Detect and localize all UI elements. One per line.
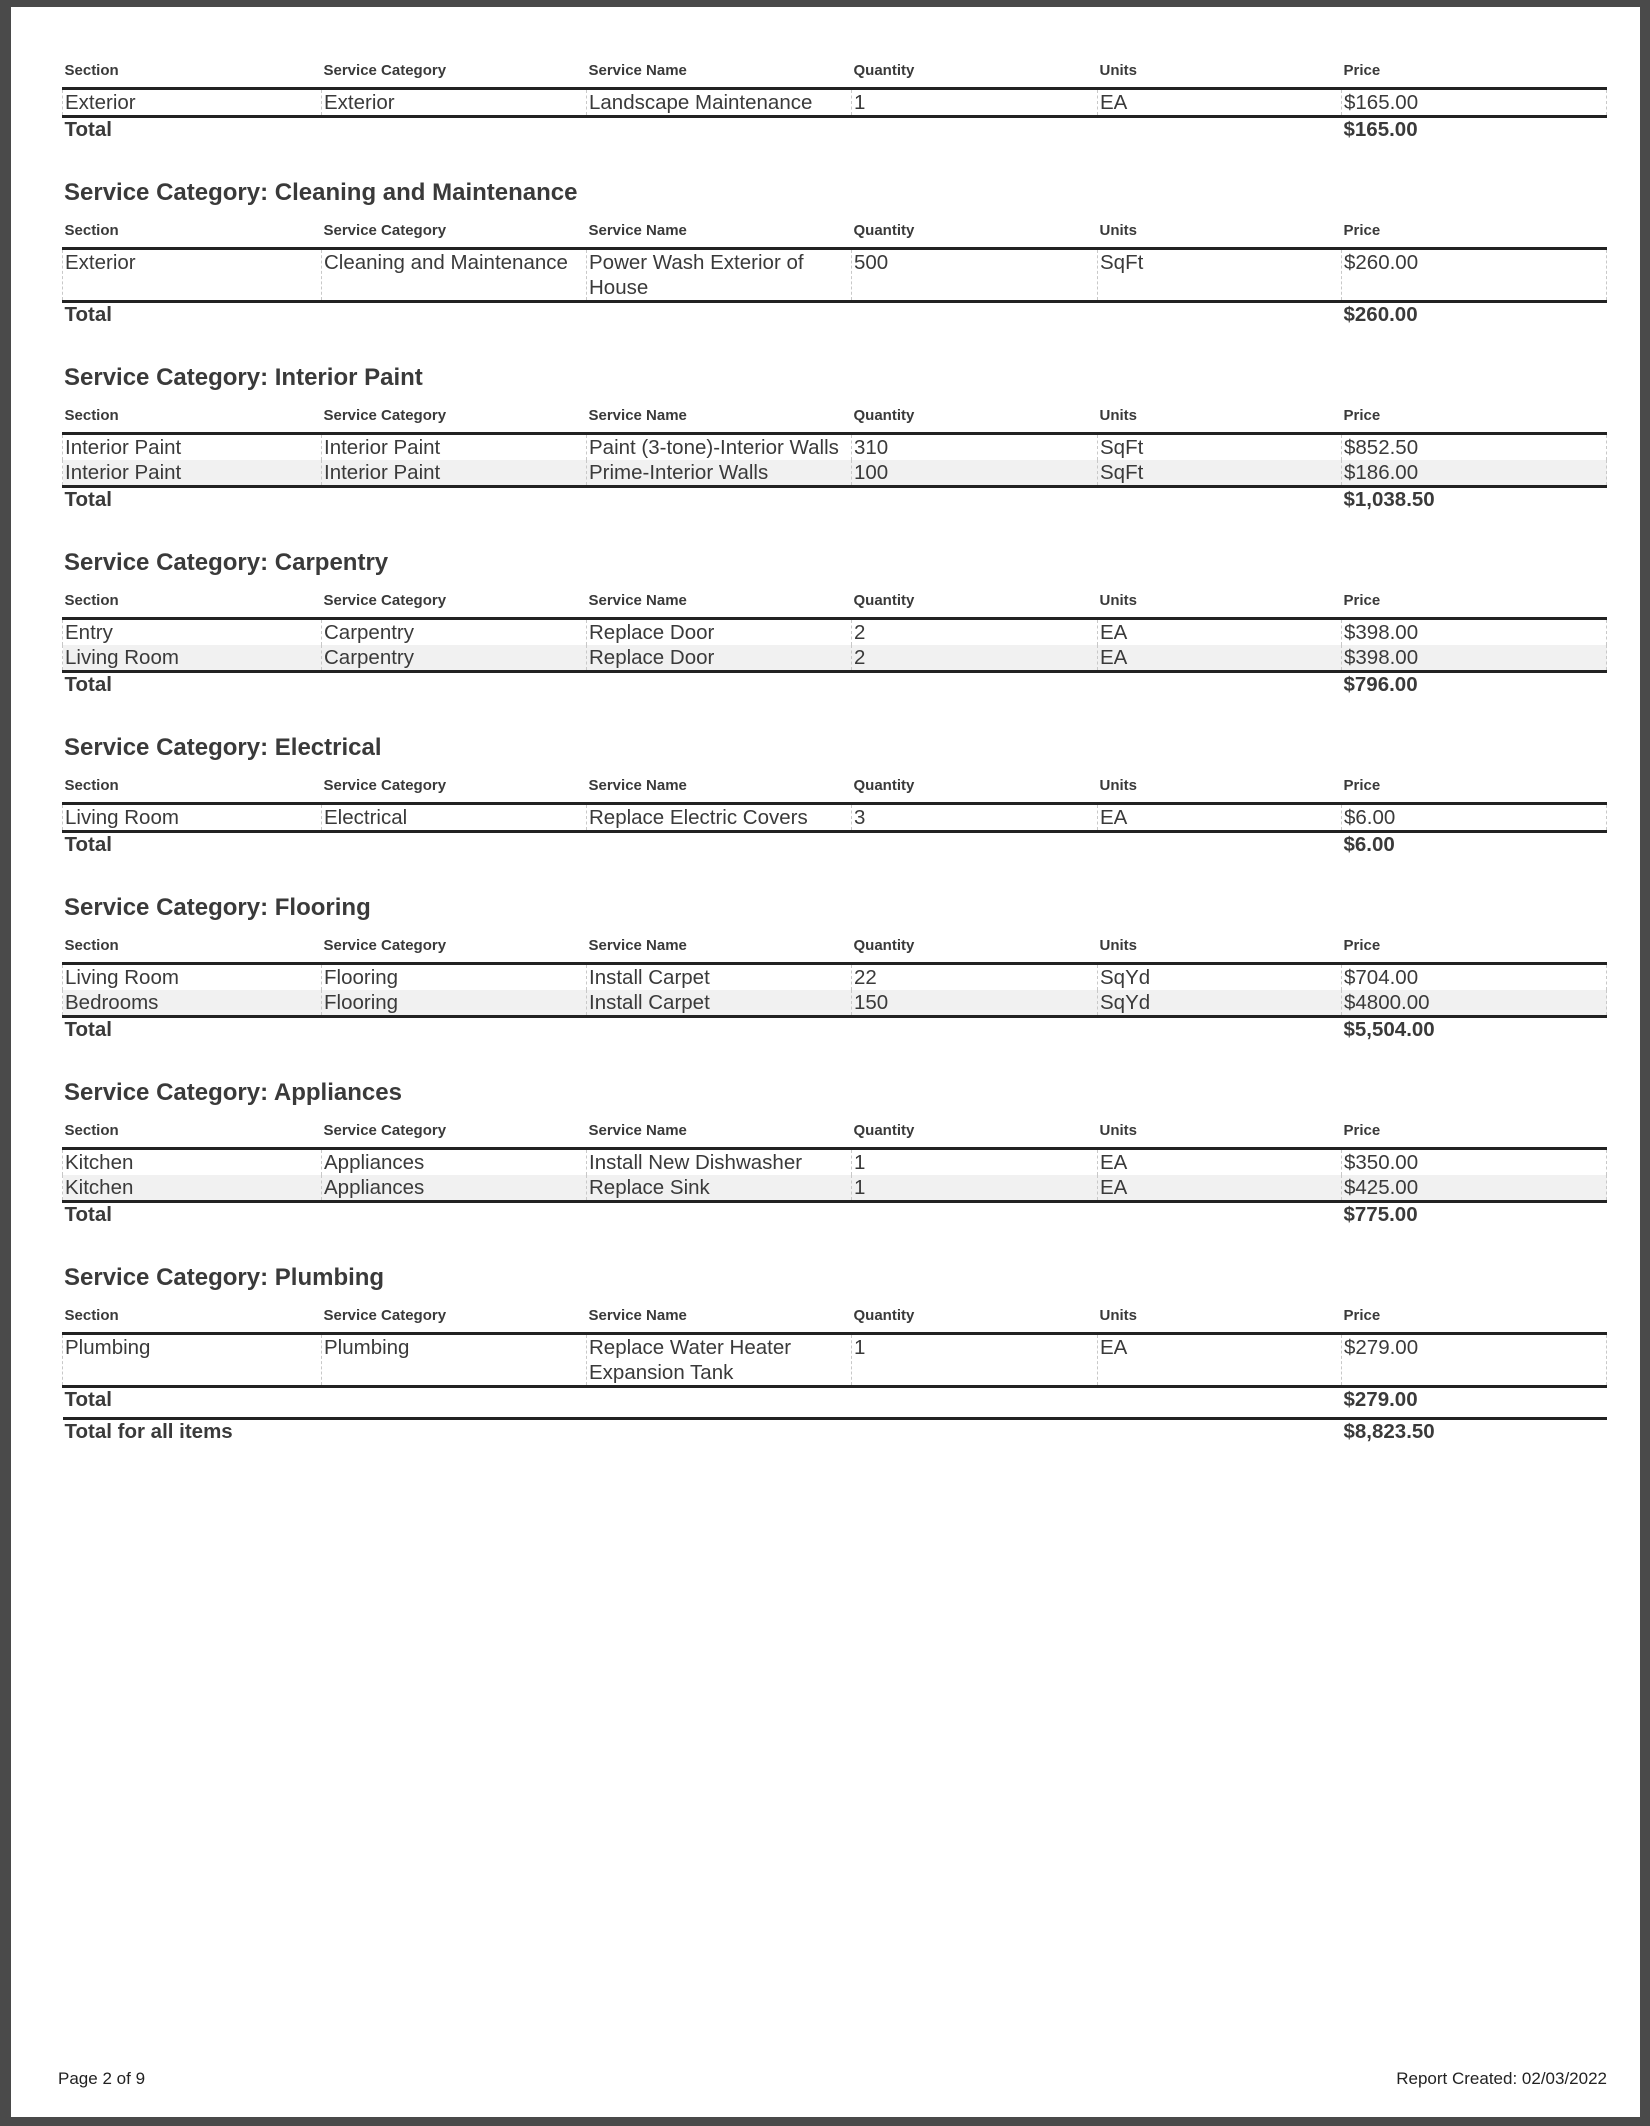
total-value: $165.00 — [1343, 118, 1418, 141]
service-category-group — [62, 1073, 1606, 1232]
total-label: Total — [64, 488, 112, 511]
column-header-units: Units — [1098, 398, 1342, 434]
column-header-name: Service Name — [587, 583, 852, 619]
column-header-name: Service Name — [587, 768, 852, 804]
cell-units: SqFt — [1098, 460, 1342, 487]
total-row — [63, 832, 1607, 863]
total-value: $1,038.50 — [1343, 488, 1435, 511]
cell-quantity: 1 — [852, 1334, 1098, 1387]
service-category-group — [62, 543, 1606, 702]
service-category-title: Service Category: Appliances — [64, 1079, 402, 1106]
report-created-date: Report Created: 02/03/2022 — [1396, 2069, 1607, 2088]
cell-quantity: 500 — [852, 249, 1098, 302]
column-header-name: Service Name — [587, 53, 852, 89]
column-header-quantity: Quantity — [852, 583, 1098, 619]
total-label: Total — [64, 673, 112, 696]
cell-price: $4800.00 — [1342, 990, 1607, 1017]
cell-category: Exterior — [322, 89, 587, 117]
table-header-row — [63, 53, 1607, 89]
cell-quantity: 22 — [852, 964, 1098, 991]
service-category-title: Service Category: Plumbing — [64, 1264, 385, 1291]
table-header-row — [63, 213, 1607, 249]
cell-category: Electrical — [322, 804, 587, 832]
column-header-units: Units — [1098, 53, 1342, 89]
service-table — [62, 398, 1607, 517]
column-header-name: Service Name — [587, 1298, 852, 1334]
service-category-group — [62, 1258, 1606, 1449]
column-header-units: Units — [1098, 1113, 1342, 1149]
cell-price: $279.00 — [1342, 1334, 1607, 1387]
cell-units: EA — [1098, 1175, 1342, 1202]
column-header-name: Service Name — [587, 1113, 852, 1149]
total-label: Total — [64, 1018, 112, 1041]
cell-quantity: 150 — [852, 990, 1098, 1017]
total-value: $796.00 — [1343, 673, 1418, 696]
cell-quantity: 100 — [852, 460, 1098, 487]
cell-name: Paint (3-tone)-Interior Walls — [587, 434, 852, 461]
column-header-quantity: Quantity — [852, 53, 1098, 89]
column-header-category: Service Category — [322, 583, 587, 619]
column-header-category: Service Category — [322, 1113, 587, 1149]
column-header-category: Service Category — [322, 398, 587, 434]
page-of: of — [116, 2069, 131, 2088]
cell-section: Exterior — [63, 249, 322, 302]
total-row — [63, 1202, 1607, 1233]
cell-section: Interior Paint — [63, 460, 322, 487]
service-category-group — [62, 888, 1606, 1047]
cell-category: Carpentry — [322, 619, 587, 646]
table-row — [63, 1334, 1607, 1387]
column-header-category: Service Category — [322, 928, 587, 964]
column-header-price: Price — [1342, 398, 1607, 434]
cell-units: EA — [1098, 89, 1342, 117]
table-header-row — [63, 1113, 1607, 1149]
cell-name: Replace Water Heater Expansion Tank — [587, 1334, 852, 1387]
column-header-category: Service Category — [322, 768, 587, 804]
cell-name: Replace Sink — [587, 1175, 852, 1202]
table-row — [63, 645, 1607, 672]
column-header-section: Section — [63, 768, 322, 804]
total-value: $6.00 — [1343, 833, 1395, 856]
total-value: $260.00 — [1343, 303, 1418, 326]
service-category-group — [62, 173, 1606, 332]
cell-section: Plumbing — [63, 1334, 322, 1387]
column-header-units: Units — [1098, 1298, 1342, 1334]
total-row — [63, 1387, 1607, 1419]
cell-name: Install New Dishwasher — [587, 1149, 852, 1176]
cell-quantity: 1 — [852, 1175, 1098, 1202]
cell-quantity: 1 — [852, 1149, 1098, 1176]
column-header-section: Section — [63, 1298, 322, 1334]
table-row — [63, 990, 1607, 1017]
cell-units: SqFt — [1098, 249, 1342, 302]
column-header-section: Section — [63, 53, 322, 89]
column-header-price: Price — [1342, 768, 1607, 804]
total-label: Total — [64, 303, 112, 326]
table-row — [63, 1149, 1607, 1176]
column-header-section: Section — [63, 1113, 322, 1149]
column-header-units: Units — [1098, 213, 1342, 249]
column-header-name: Service Name — [587, 213, 852, 249]
cell-units: EA — [1098, 619, 1342, 646]
cell-price: $6.00 — [1342, 804, 1607, 832]
column-header-section: Section — [63, 398, 322, 434]
cell-category: Cleaning and Maintenance — [322, 249, 587, 302]
cell-price: $704.00 — [1342, 964, 1607, 991]
column-header-units: Units — [1098, 768, 1342, 804]
table-row — [63, 460, 1607, 487]
cell-section: Kitchen — [63, 1149, 322, 1176]
cell-name: Power Wash Exterior of House — [587, 249, 852, 302]
column-header-price: Price — [1342, 213, 1607, 249]
cell-section: Living Room — [63, 804, 322, 832]
cell-section: Bedrooms — [63, 990, 322, 1017]
cell-units: SqYd — [1098, 964, 1342, 991]
cell-units: EA — [1098, 645, 1342, 672]
cell-category: Flooring — [322, 964, 587, 991]
grand-total-value: $8,823.50 — [1342, 1419, 1607, 1450]
column-header-quantity: Quantity — [852, 1113, 1098, 1149]
column-header-section: Section — [63, 928, 322, 964]
cell-category: Appliances — [322, 1175, 587, 1202]
cell-quantity: 2 — [852, 645, 1098, 672]
table-header-row — [63, 398, 1607, 434]
cell-section: Interior Paint — [63, 434, 322, 461]
column-header-price: Price — [1342, 1113, 1607, 1149]
cell-section: Living Room — [63, 645, 322, 672]
report-page — [11, 7, 1640, 2117]
cell-section: Living Room — [63, 964, 322, 991]
service-category-group — [62, 728, 1606, 862]
service-category-group — [62, 358, 1606, 517]
column-header-quantity: Quantity — [852, 768, 1098, 804]
cell-price: $165.00 — [1342, 89, 1607, 117]
cell-units: EA — [1098, 804, 1342, 832]
total-label: Total — [64, 833, 112, 856]
service-category-group — [62, 53, 1606, 147]
column-header-section: Section — [63, 583, 322, 619]
table-header-row — [63, 928, 1607, 964]
report-content — [62, 53, 1606, 1449]
table-row — [63, 804, 1607, 832]
column-header-section: Section — [63, 213, 322, 249]
table-header-row — [63, 1298, 1607, 1334]
service-category-title: Service Category: Interior Paint — [64, 364, 423, 391]
cell-quantity: 2 — [852, 619, 1098, 646]
service-table — [62, 1113, 1607, 1232]
service-category-title: Service Category: Flooring — [64, 894, 371, 921]
column-header-price: Price — [1342, 583, 1607, 619]
service-table — [62, 53, 1607, 147]
column-header-quantity: Quantity — [852, 398, 1098, 434]
column-header-units: Units — [1098, 928, 1342, 964]
cell-quantity: 1 — [852, 89, 1098, 117]
cell-quantity: 310 — [852, 434, 1098, 461]
cell-price: $425.00 — [1342, 1175, 1607, 1202]
service-category-title: Service Category: Electrical — [64, 734, 382, 761]
cell-units: EA — [1098, 1334, 1342, 1387]
cell-units: EA — [1098, 1149, 1342, 1176]
table-row — [63, 1175, 1607, 1202]
cell-units: SqYd — [1098, 990, 1342, 1017]
column-header-category: Service Category — [322, 1298, 587, 1334]
page-number — [58, 2069, 145, 2089]
table-row — [63, 89, 1607, 117]
table-row — [63, 434, 1607, 461]
cell-price: $260.00 — [1342, 249, 1607, 302]
cell-price: $350.00 — [1342, 1149, 1607, 1176]
cell-name: Prime-Interior Walls — [587, 460, 852, 487]
page-current: 2 — [102, 2069, 112, 2088]
total-value: $5,504.00 — [1343, 1018, 1435, 1041]
total-label: Total — [64, 1203, 112, 1226]
column-header-category: Service Category — [322, 53, 587, 89]
total-row — [63, 117, 1607, 148]
total-value: $775.00 — [1343, 1203, 1418, 1226]
total-label: Total — [64, 118, 112, 141]
service-category-title: Service Category: Cleaning and Maintenance — [64, 179, 578, 206]
cell-name: Landscape Maintenance — [587, 89, 852, 117]
service-category-title: Service Category: Carpentry — [64, 549, 389, 576]
table-row — [63, 619, 1607, 646]
cell-category: Interior Paint — [322, 460, 587, 487]
column-header-quantity: Quantity — [852, 928, 1098, 964]
cell-name: Replace Door — [587, 619, 852, 646]
page-label: Page — [58, 2069, 98, 2088]
service-table — [62, 583, 1607, 702]
cell-section: Entry — [63, 619, 322, 646]
cell-price: $186.00 — [1342, 460, 1607, 487]
total-row — [63, 302, 1607, 333]
table-header-row — [63, 768, 1607, 804]
column-header-name: Service Name — [587, 398, 852, 434]
column-header-price: Price — [1342, 1298, 1607, 1334]
column-header-quantity: Quantity — [852, 1298, 1098, 1334]
service-table — [62, 928, 1607, 1047]
column-header-name: Service Name — [587, 928, 852, 964]
total-row — [63, 1017, 1607, 1048]
table-row — [63, 964, 1607, 991]
cell-section: Exterior — [63, 89, 322, 117]
cell-category: Flooring — [322, 990, 587, 1017]
cell-name: Replace Door — [587, 645, 852, 672]
column-header-quantity: Quantity — [852, 213, 1098, 249]
total-label: Total — [64, 1388, 112, 1411]
column-header-price: Price — [1342, 928, 1607, 964]
cell-category: Plumbing — [322, 1334, 587, 1387]
cell-category: Interior Paint — [322, 434, 587, 461]
cell-name: Install Carpet — [587, 990, 852, 1017]
column-header-price: Price — [1342, 53, 1607, 89]
grand-total-row — [63, 1419, 1607, 1450]
cell-name: Install Carpet — [587, 964, 852, 991]
cell-price: $398.00 — [1342, 645, 1607, 672]
cell-category: Carpentry — [322, 645, 587, 672]
total-row — [63, 487, 1607, 518]
service-table — [62, 1298, 1607, 1449]
column-header-units: Units — [1098, 583, 1342, 619]
service-table — [62, 213, 1607, 332]
cell-units: SqFt — [1098, 434, 1342, 461]
total-value: $279.00 — [1343, 1388, 1418, 1411]
total-row — [63, 672, 1607, 703]
cell-price: $852.50 — [1342, 434, 1607, 461]
grand-total-label: Total for all items — [63, 1419, 1342, 1450]
table-header-row — [63, 583, 1607, 619]
cell-section: Kitchen — [63, 1175, 322, 1202]
cell-quantity: 3 — [852, 804, 1098, 832]
column-header-category: Service Category — [322, 213, 587, 249]
table-row — [63, 249, 1607, 302]
cell-category: Appliances — [322, 1149, 587, 1176]
cell-name: Replace Electric Covers — [587, 804, 852, 832]
page-total: 9 — [135, 2069, 146, 2088]
service-table — [62, 768, 1607, 862]
cell-price: $398.00 — [1342, 619, 1607, 646]
